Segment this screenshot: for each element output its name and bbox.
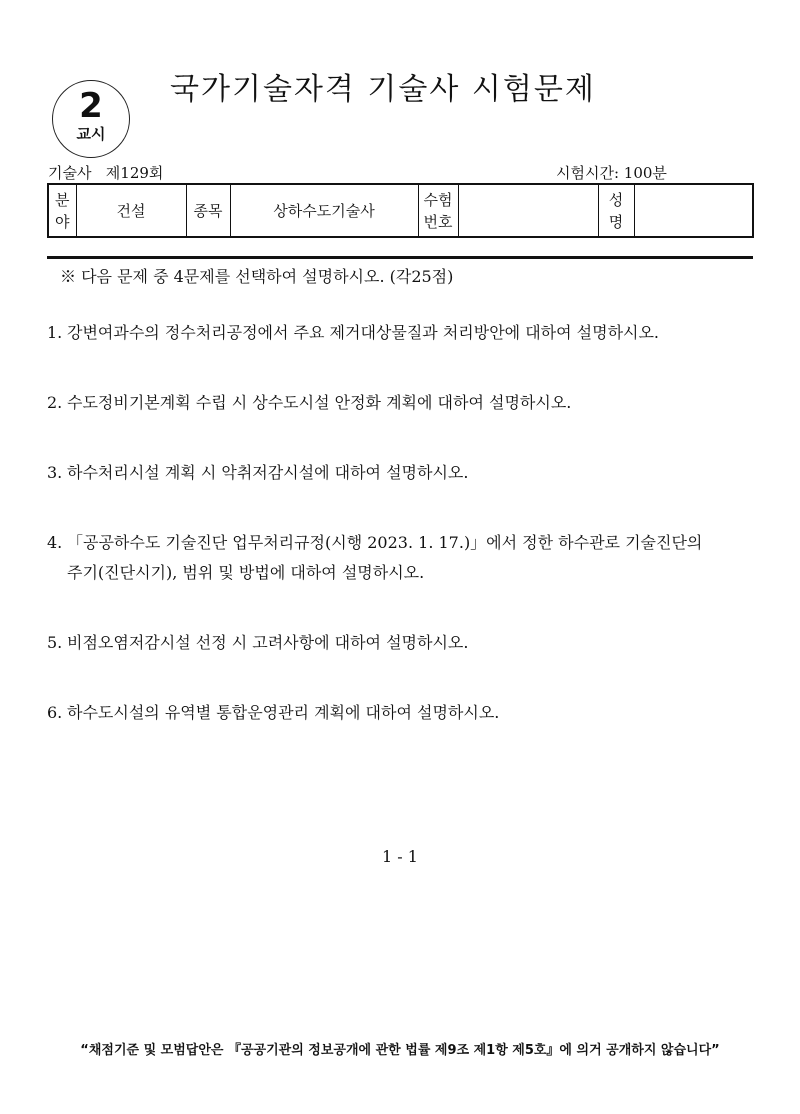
- exam-meta: [48, 163, 163, 183]
- question-item: [47, 458, 468, 488]
- page-indicator: 1 - 1: [382, 847, 418, 866]
- question-text: 수도정비기본계획 수립 시 상수도시설 안정화 계획에 대하여 설명하시오.: [67, 393, 572, 412]
- question-number: 2.: [47, 393, 63, 412]
- section-divider: [47, 256, 753, 259]
- question-text: 강변여과수의 정수처리공정에서 주요 제거대상물질과 처리방안에 대하여 설명하시오.: [67, 323, 660, 342]
- exam-title: 국가기술자격 기술사 시험문제: [170, 72, 596, 107]
- session-label: 교시: [76, 125, 106, 143]
- question-item: [47, 318, 659, 348]
- question-item: [47, 628, 468, 658]
- field-label: 분 야: [48, 184, 76, 237]
- session-number: 2: [79, 86, 103, 126]
- question-text: 하수도시설의 유역별 통합운영관리 계획에 대하여 설명하시오.: [67, 703, 500, 722]
- question-text: 비점오염저감시설 선정 시 고려사항에 대하여 설명하시오.: [67, 633, 469, 652]
- question-text-continued: 주기(진단시기), 범위 및 방법에 대하여 설명하시오.: [67, 563, 425, 582]
- exam-category: 기술사: [48, 164, 92, 182]
- session-badge: [52, 80, 130, 158]
- footer-notice: “채점기준 및 모범답안은 『공공기관의 정보공개에 관한 법률 제9조 제1항 제5호』에 의거 공개하지 않습니다”: [80, 1043, 720, 1058]
- question-number: 1.: [47, 323, 63, 342]
- field-value: 건설: [76, 184, 186, 237]
- exam-info-table: [47, 183, 754, 238]
- name-field[interactable]: [634, 184, 753, 237]
- question-text: 「공공하수도 기술진단 업무처리규정(시행 2023. 1. 17.)」에서 정한 하수관로 기술진단의: [67, 533, 703, 552]
- question-item: [47, 698, 499, 728]
- question-number: 4.: [47, 533, 63, 552]
- name-label: 성 명: [598, 184, 634, 237]
- item-value: 상하수도기술사: [230, 184, 418, 237]
- instruction-text: ※ 다음 문제 중 4문제를 선택하여 설명하시오. (각25점): [60, 267, 454, 286]
- question-number: 3.: [47, 463, 63, 482]
- question-number: 6.: [47, 703, 63, 722]
- question-text: 하수처리시설 계획 시 악취저감시설에 대하여 설명하시오.: [67, 463, 469, 482]
- exam-round: 제129회: [105, 164, 164, 182]
- question-number: 5.: [47, 633, 63, 652]
- time-limit: 시험시간: 100분: [556, 164, 667, 182]
- question-item: [47, 528, 702, 588]
- exam-number-field[interactable]: [458, 184, 598, 237]
- question-item: [47, 388, 571, 418]
- exam-number-label: 수험 번호: [418, 184, 458, 237]
- item-label: 종목: [186, 184, 230, 237]
